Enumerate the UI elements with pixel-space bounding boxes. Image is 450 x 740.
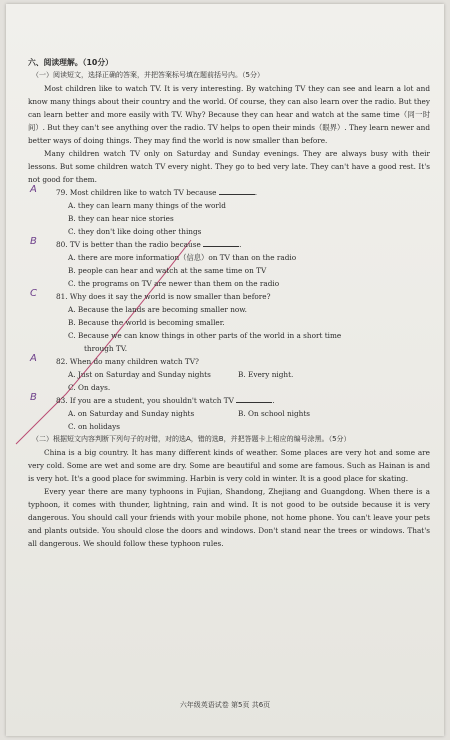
question-81 [28,290,430,303]
option-row [28,407,430,420]
option-row [28,368,430,381]
section-title: 六、阅读理解。（10分） [28,58,113,67]
question-stem: 82. When do many children watch TV? [56,357,199,366]
exam-paper [6,4,444,736]
option: B. people can hear and watch at the same time on TV [68,266,267,275]
option: A. Because the lands are becoming smaller now. [68,305,247,314]
question-stem: 80. TV is better than the radio because [56,240,201,249]
option: B. On school nights [238,409,311,418]
option: A. on Saturday and Sunday nights [68,409,195,418]
option: A. Just on Saturday and Sunday nights [68,370,211,379]
exam-content [28,56,430,550]
option: C. Because we can know things in other parts of the world in a short time [68,331,342,340]
page-footer: 六年级英语试卷 第5页 共6页 [179,701,271,709]
handwritten-answer: A [30,184,37,195]
passage-paragraph: Many children watch TV only on Saturday and Sunday evenings. They are always busy with their lessons. But some children watch TV every night. They go to bed very late. They can't have a good rest. It's not good for them. [28,149,430,184]
question-80 [28,238,430,251]
question-stem-end: . [239,240,242,249]
answer-blank [219,186,258,197]
passage-paragraph: Most children like to watch TV. It is very interesting. By watching TV they can see and learn a lot and know many things about their country and the world. Of course, they can also learn over the radio. But they can learn better and more easily with TV. Why? Because they can hear and watch at the same time（同一时间）. But they can't see anything over the radio. TV helps to open their minds（眼界）. They learn newer and better ways of doing things. They may find the world is now smaller than before. [28,84,430,145]
question-stem: 79. Most children like to watch TV because [56,188,217,197]
question-stem: 83. If you are a student, you shouldn't watch TV [56,396,234,405]
question-stem-end: . [254,188,258,197]
question-83 [28,394,430,407]
option: C. on holidays [68,422,121,431]
option: A. there are more information（信息）on TV than on the radio [68,253,297,262]
question-stem: 81. Why does it say the world is now smaller than before? [56,292,271,301]
option-continuation: through TV. [84,344,128,353]
passage-paragraph: China is a big country. It has many different kinds of weather. Some places are very hot and some are very cold. Some are wet and some are dry. Some are beautiful and some are famous. Such as Hainan is and is very hot. It's a good place for swimming. Harbin is very cold in winter. It is a good place for skating. [28,448,430,483]
question-82 [28,355,430,368]
handwritten-answer: B [30,236,37,247]
option: A. they can learn many things of the world [68,201,226,210]
question-stem-end: . [272,396,275,405]
option: C. they don't like doing other things [68,227,202,236]
answer-blank [236,394,275,405]
option: C. the programs on TV are newer than them on the radio [68,279,280,288]
option: B. Every night. [238,370,294,379]
section-instructions: （一）阅读短文，选择正确的答案，并把答案标号填在题前括号内。（5分） [32,71,264,79]
option: C. On days. [68,383,111,392]
handwritten-answer: A [30,353,37,364]
handwritten-answer: C [30,288,37,299]
option: B. they can hear nice stories [68,214,174,223]
answer-blank [203,238,242,249]
section2-instructions: （二）根据短文内容判断下列句子的对错，对的选A，错的选B，并把答题卡上相应的编号涂黑。（5分） [32,435,351,443]
question-79 [28,186,430,199]
handwritten-answer: B [30,392,37,403]
passage-paragraph: Every year there are many typhoons in Fujian, Shandong, Zhejiang and Guangdong. When there is a typhoon, it comes with thunder, lightning, rain and wind. It is not good to be outside because it is very dangerous. You should call your friends with your mobile phone, not home phone. You can't leave your pets and plants outside. You should close the doors and windows. Don't stand near the trees or windows. That's all dangerous. We should follow these typhoon rules. [28,487,430,548]
option: B. Because the world is becoming smaller. [68,318,225,327]
